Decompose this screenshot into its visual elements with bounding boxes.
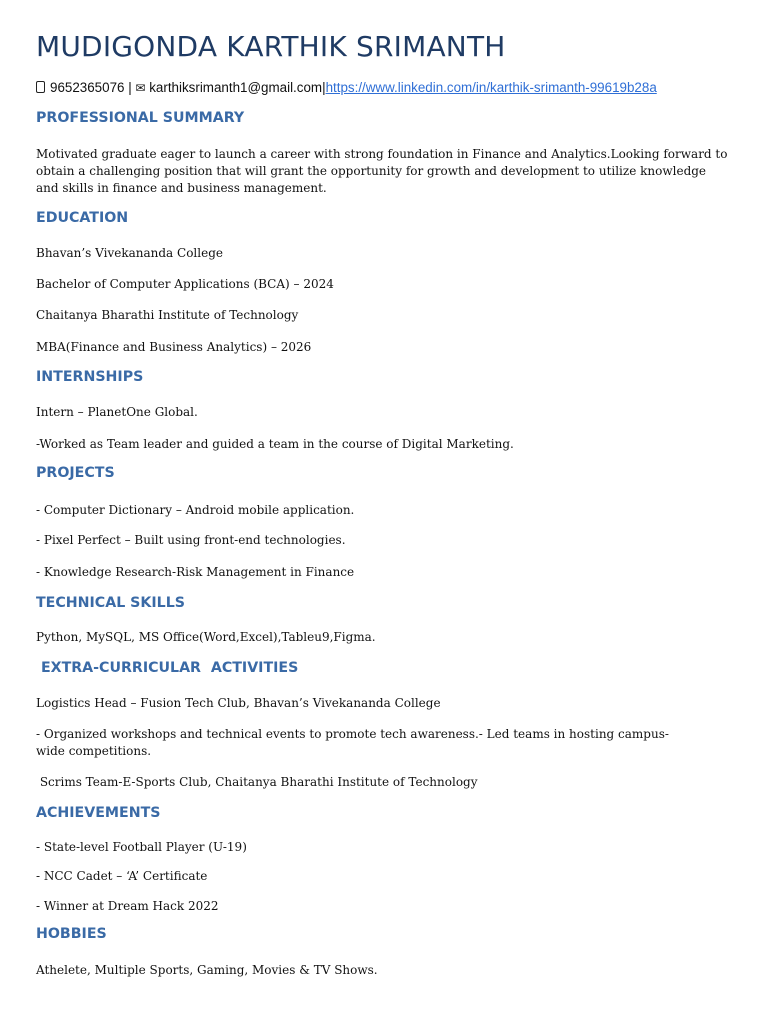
contact-separator: | <box>128 80 132 95</box>
phone-icon <box>36 81 45 93</box>
project-item: - Computer Dictionary – Android mobile application. <box>36 503 355 517</box>
summary-text: Motivated graduate eager to launch a career with strong foundation in Finance and Analytics.Looking forward to obtain a challenging position that will grant the opportunity for growth and development to utilize knowledge and skills in finance and business management. <box>36 147 728 195</box>
skills-heading: TECHNICAL SKILLS <box>36 595 185 611</box>
email-icon: ✉ <box>135 81 146 95</box>
extracurricular-item: Logistics Head – Fusion Tech Club, Bhavan’s Vivekananda College <box>36 696 441 710</box>
linkedin-link[interactable]: https://www.linkedin.com/in/karthik-srimanth-99619b28a <box>325 80 657 95</box>
internship-item: -Worked as Team leader and guided a team in the course of Digital Marketing. <box>36 437 514 451</box>
hobbies-text: Athelete, Multiple Sports, Gaming, Movies & TV Shows. <box>36 963 378 977</box>
email-address: karthiksrimanth1@gmail.com <box>149 80 323 95</box>
hobbies-heading: HOBBIES <box>36 926 107 942</box>
summary-heading: PROFESSIONAL SUMMARY <box>36 110 245 126</box>
phone-number: 9652365076 <box>50 80 125 95</box>
education-heading: EDUCATION <box>36 210 129 226</box>
skills-text: Python, MySQL, MS Office(Word,Excel),Tableu9,Figma. <box>36 630 376 644</box>
extracurricular-item: Scrims Team-E-Sports Club, Chaitanya Bharathi Institute of Technology <box>36 775 478 789</box>
projects-heading: PROJECTS <box>36 465 115 481</box>
contact-line <box>36 80 657 95</box>
internships-heading: INTERNSHIPS <box>36 369 144 385</box>
education-item: Chaitanya Bharathi Institute of Technology <box>36 308 299 322</box>
candidate-name: MUDIGONDA KARTHIK SRIMANTH <box>36 30 506 63</box>
achievement-item: - NCC Cadet – ‘A’ Certificate <box>36 869 208 883</box>
education-item: MBA(Finance and Business Analytics) – 2026 <box>36 340 312 354</box>
extracurricular-item: - Organized workshops and technical events to promote tech awareness.- Led teams in hosting campus-wide competitions. <box>36 727 669 758</box>
achievement-item: - Winner at Dream Hack 2022 <box>36 899 219 913</box>
project-item: - Knowledge Research-Risk Management in Finance <box>36 565 355 579</box>
achievements-heading: ACHIEVEMENTS <box>36 805 161 821</box>
contact-separator-2: | <box>322 80 326 95</box>
education-item: Bachelor of Computer Applications (BCA) – 2024 <box>36 277 334 291</box>
education-item: Bhavan’s Vivekananda College <box>36 246 223 260</box>
extracurricular-heading: EXTRA-CURRICULAR ACTIVITIES <box>36 660 299 676</box>
project-item: - Pixel Perfect – Built using front-end technologies. <box>36 533 346 547</box>
achievement-item: - State-level Football Player (U-19) <box>36 840 247 854</box>
internship-item: Intern – PlanetOne Global. <box>36 405 198 419</box>
